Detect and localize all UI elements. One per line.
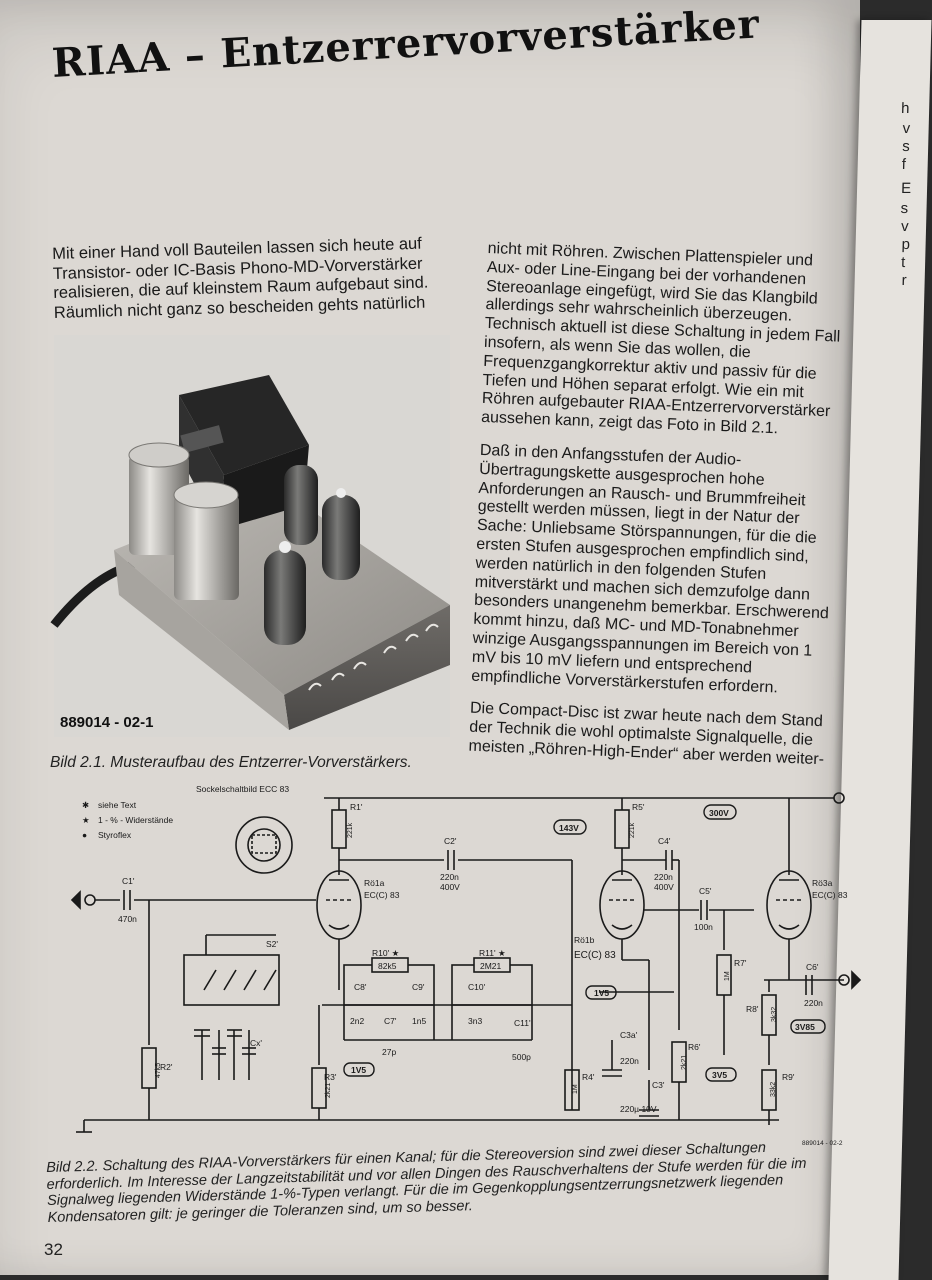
component-label: C6' [806,962,819,972]
legend-text: 1 - % - Widerstände [98,815,174,825]
tube-label: Rö3a [812,878,833,888]
component-label: C4' [658,836,671,846]
schematic-caption: Bild 2.2. Schaltung des RIAA-Vorverstärkers für einen Kanal; für die Stereoversion sind zwei dieser Schaltungen erforderlich. Im Interesse der Langzeitstabilität und vor allen Dingen des Rauschverhaltens der Stufe werden für die im Signalweg liegenden Widerstände 1-%-Typen verlangt. Für die im Gegenkopplungsentzerrungsnetzwerk liegenden Kondensatoren gilt: je geringer die Toleranzen sind, um so besser. [46,1139,807,1226]
component-value: 220µ 10V [620,1104,657,1114]
paragraph: Die Compact-Disc ist zwar heute nach dem Stand der Technik die wohl optimalste Signalquelle, die meisten „Röhren-High-Ender“ aber werden weiter- [468,699,825,769]
component-value: 2n2 [350,1016,365,1026]
component-value: 100n [694,922,713,932]
component-value: 33k2 [770,1081,777,1097]
component-label: C7' [384,1016,397,1026]
component-label: C5' [699,886,712,896]
component-value: 220n [620,1056,639,1066]
component-label: R1' [350,802,363,812]
amplifier-photo [54,335,450,737]
amplifier-photo-illustration [54,335,450,737]
component-value: 2k21 [325,1082,332,1098]
voltage-label: 3V85 [795,1022,815,1032]
component-value: 3n3 [468,1016,483,1026]
component-value: 220n [654,872,673,882]
tube-label: Rö1a [364,878,385,888]
page-title: RIAA – Entzerrervorverstärker [50,0,761,87]
next-page-char: t [900,254,906,271]
component-label: C10' [468,982,486,992]
next-page-char: r [901,272,907,289]
voltage-label: 1V5 [351,1065,367,1075]
component-label: R7' [734,958,747,968]
next-page-char: f [901,156,907,173]
component-value: 221k [629,822,636,838]
figure-code: 889014 - 02-2 [802,1140,843,1147]
paragraph: nicht mit Röhren. Zwischen Plattenspieler und Aux- oder Line-Eingang bei der vorhandenen Stereoanlage eingefügt, wird Sie das Klangbild allerdings sehr wahrscheinlich überzeugen. Technisch aktuell ist diese Schaltung in jedem Fall insofern, als wenn Sie das wollen, die Frequenzgangkorrektur aktiv und passiv für die Tiefen und Höhen separat erfolgt. Wie ein mit Röhren aufgebauter RIAA-Entzerrervorverstärker aussehen kann, zeigt das Foto in Bild 2.1. [480,240,841,438]
socket-title: Sockelschaltbild ECC 83 [196,784,290,794]
legend-symbol: ✱ [82,800,90,810]
component-label: R3' [324,1072,337,1082]
component-value: 1M [724,971,731,981]
next-page-char: s [900,200,909,217]
legend-text: siehe Text [98,800,137,810]
component-label: R2' [160,1062,173,1072]
next-page-char: p [901,236,911,253]
voltage-label: 3V5 [712,1070,728,1080]
component-label: C9' [412,982,425,992]
next-page-char: v [900,218,909,235]
photo-label: 889014 - 02-1 [60,714,154,731]
component-label: R8' [746,1004,759,1014]
component-value: 2k21 [681,1054,688,1070]
component-label: C1' [122,876,135,886]
intro-text: Mit einer Hand voll Bauteilen lassen sich heute auf Transistor- oder IC-Basis Phono-MD-Vorverstärker realisieren, die auf kleinstem Raum aufgebaut sind. Räumlich nicht ganz so bescheiden gehts natürlich [52,234,429,322]
component-value: 1M [572,1084,579,1094]
component-value: 500p [512,1052,531,1062]
tube-type: EC(C) 83 [574,950,616,961]
component-value: 400V [440,882,460,892]
voltage-label: 1V5 [594,988,610,998]
component-label: R6' [688,1042,701,1052]
component-value: 27p [382,1047,397,1057]
next-page-char: s [901,138,910,155]
component-label: C3' [652,1080,665,1090]
next-page-char: h [900,100,910,117]
voltage-label: 143V [559,823,579,833]
component-value: 220n [440,872,459,882]
component-value: 82k5 [378,961,397,971]
legend-text: Styroflex [98,830,132,840]
tube-label: Rö1b [574,935,595,945]
photo-caption: Bild 2.1. Musteraufbau des Entzerrer-Vorverstärkers. [50,754,412,771]
tube-type: EC(C) 83 [812,890,848,900]
component-label: C2' [444,836,457,846]
component-label: R9' [782,1072,795,1082]
component-value: 221k [347,822,354,838]
switch-label: S2' [266,939,279,949]
component-value: 3k32 [771,1006,778,1022]
next-page-char: v [902,120,911,137]
legend-symbol: ★ [82,815,90,825]
next-page-char: E [900,180,912,197]
component-label: Cx' [250,1038,263,1048]
component-label: R11' ★ [479,948,506,958]
component-label: C8' [354,982,367,992]
body-text-column [468,240,848,770]
component-label: C3a' [620,1030,638,1040]
voltage-label: 300V [709,808,729,818]
component-value: 2M21 [480,961,502,971]
schematic-diagram [54,780,854,1150]
component-value: 1n5 [412,1016,427,1026]
tube-type: EC(C) 83 [364,890,400,900]
component-label: R10' ★ [372,948,400,958]
legend-symbol: ● [82,830,88,840]
component-value: 220n [804,998,823,1008]
page-number: 32 [44,1240,63,1259]
component-value: 470n [118,914,137,924]
component-label: C11' [514,1018,531,1028]
component-value: 400V [654,882,674,892]
component-label: R4' [582,1072,595,1082]
component-label: R5' [632,802,645,812]
component-value: 47k5 [155,1062,162,1078]
paragraph: Daß in den Anfangsstufen der Audio-Übertragungskette ausgesprochen hohe Anforderungen an Rausch- und Brummfreiheit gestellt werden müssen, liegt in der Natur der Sache: Unliebsame Störspannungen, für die die ersten Stufen ausgesprochen empfindlich sind, werden natürlich in den folgenden Stufen mitverstärkt und machen sich demzufolge dann besonders unangenehm bemerkbar. Erschwerend kommt hinzu, daß MC- und MD-Tonabnehmer winzige Ausgangsspannungen im Bereich von 1 mV bis 10 mV liefern und entsprechend empfindliche Vorverstärkerstufen erfordern. [470,441,830,696]
